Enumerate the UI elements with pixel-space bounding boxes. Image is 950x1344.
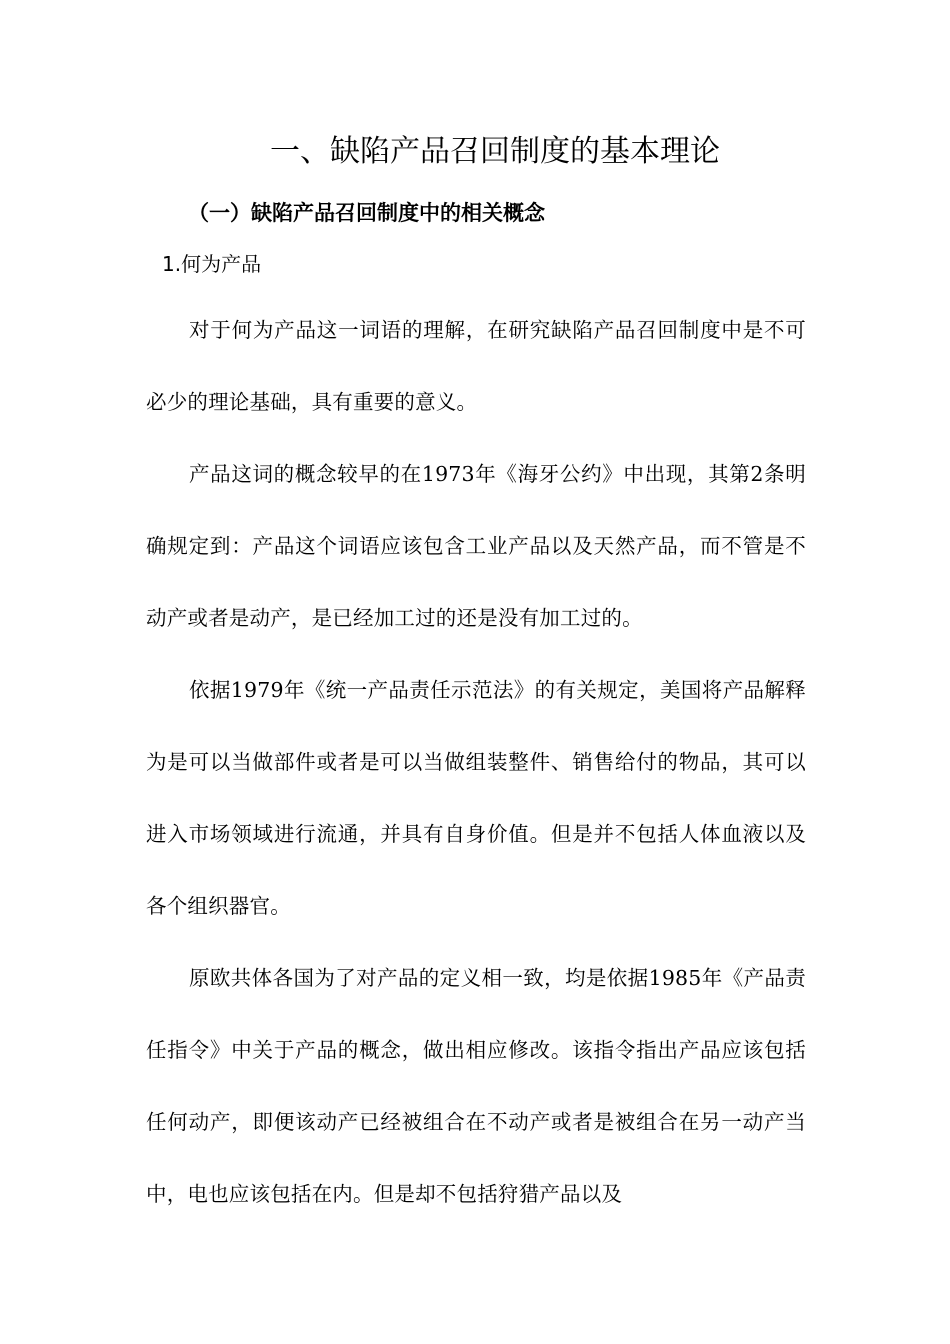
document-body [146,294,806,1230]
paragraph: 依据1979年《统一产品责任示范法》的有关规定，美国将产品解释为是可以当做部件或者是可以当做组装整件、销售给付的物品，其可以进入市场领域进行流通，并具有自身价值。但是并不包括人体血液以及各个组织器官。 [146,678,806,918]
document-title: 一、缺陷产品召回制度的基本理论 [270,134,720,169]
paragraph: 对于何为产品这一词语的理解，在研究缺陷产品召回制度中是不可必少的理论基础，具有重要的意义。 [146,318,806,414]
subsection-heading: 1.何为产品 [162,252,262,276]
paragraph: 产品这词的概念较早的在1973年《海牙公约》中出现，其第2条明确规定到：产品这个词语应该包含工业产品以及天然产品，而不管是不动产或者是动产，是已经加工过的还是没有加工过的。 [146,462,806,630]
section-heading: （一）缺陷产品召回制度中的相关概念 [188,201,545,225]
paragraph: 原欧共体各国为了对产品的定义相一致，均是依据1985年《产品责任指令》中关于产品的概念，做出相应修改。该指令指出产品应该包括任何动产，即便该动产已经被组合在不动产或者是被组合在另一动产当中，电也应该包括在内。但是却不包括狩猎产品以及 [146,966,806,1206]
